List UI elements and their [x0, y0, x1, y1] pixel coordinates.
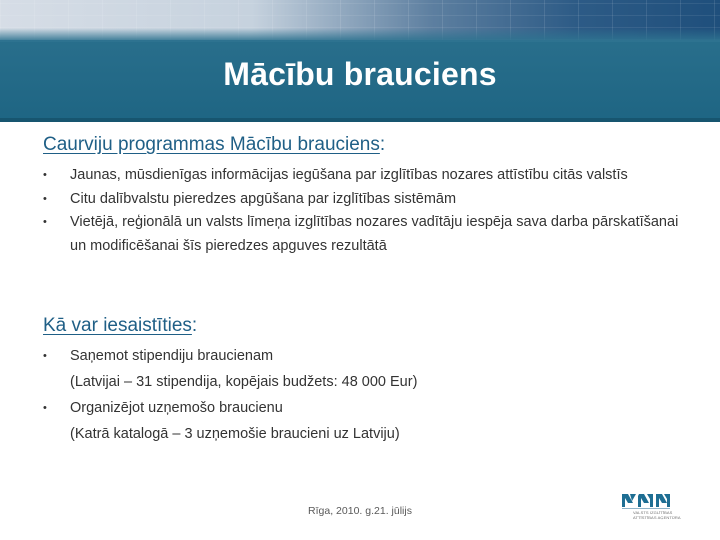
list-item — [43, 395, 683, 447]
list-item — [43, 343, 683, 395]
bullet: • — [43, 216, 47, 228]
bullet: • — [43, 192, 47, 205]
section-heading-participation-colon: : — [191, 315, 198, 336]
title-banner — [0, 0, 720, 122]
list-item-text: Saņemot stipendiju braucienam — [70, 348, 274, 364]
section-heading-programme — [43, 134, 385, 156]
list-item — [43, 164, 683, 188]
logo-line-1: VALSTS IZGLĪTĪBAS — [633, 510, 673, 515]
logo-line-2: ATTĪSTĪBAS AĢENTŪRA — [633, 515, 681, 520]
agency-logo — [620, 491, 700, 527]
list-item — [43, 211, 683, 258]
list-item — [43, 188, 683, 212]
slide-title: Mācību brauciens — [223, 56, 497, 92]
list-item-text: Jaunas, mūsdienīgas informācijas iegūšana par izglītības nozares attīstību citās valstīs — [70, 167, 628, 183]
section-heading-participation-text: Kā var iesaistīties — [43, 315, 192, 336]
section-heading-programme-colon: : — [379, 134, 386, 155]
programme-goals-list — [43, 164, 683, 258]
bullet: • — [43, 350, 47, 362]
footer-date: Rīga, 2010. g.21. jūlijs — [308, 505, 412, 517]
participation-list — [43, 343, 683, 447]
bullet: • — [43, 402, 47, 414]
section-heading-programme-text: Caurviju programmas Mācību brauciens — [43, 134, 380, 155]
list-item-text: Citu dalībvalstu pieredzes apgūšana par izglītības sistēmām — [70, 190, 457, 207]
banner-fade — [0, 28, 720, 42]
section-heading-participation — [43, 315, 197, 337]
agency-logo-text — [633, 510, 713, 520]
list-item-text: Vietējā, reģionālā un valsts līmeņa izglītības nozares vadītāju iespēja sava darba pārskatīšanai un modificēšanai šīs pieredzes apguves rezultātā — [70, 214, 679, 254]
list-item-note: (Katrā katalogā – 3 uzņemošie braucieni uz Latviju) — [70, 426, 400, 442]
banner-divider — [0, 118, 720, 122]
list-item-note: (Latvijai – 31 stipendija, kopējais budžets: 48 000 Eur) — [70, 374, 418, 390]
bullet: • — [43, 169, 47, 181]
list-item-text: Organizējot uzņemošo braucienu — [70, 400, 283, 416]
